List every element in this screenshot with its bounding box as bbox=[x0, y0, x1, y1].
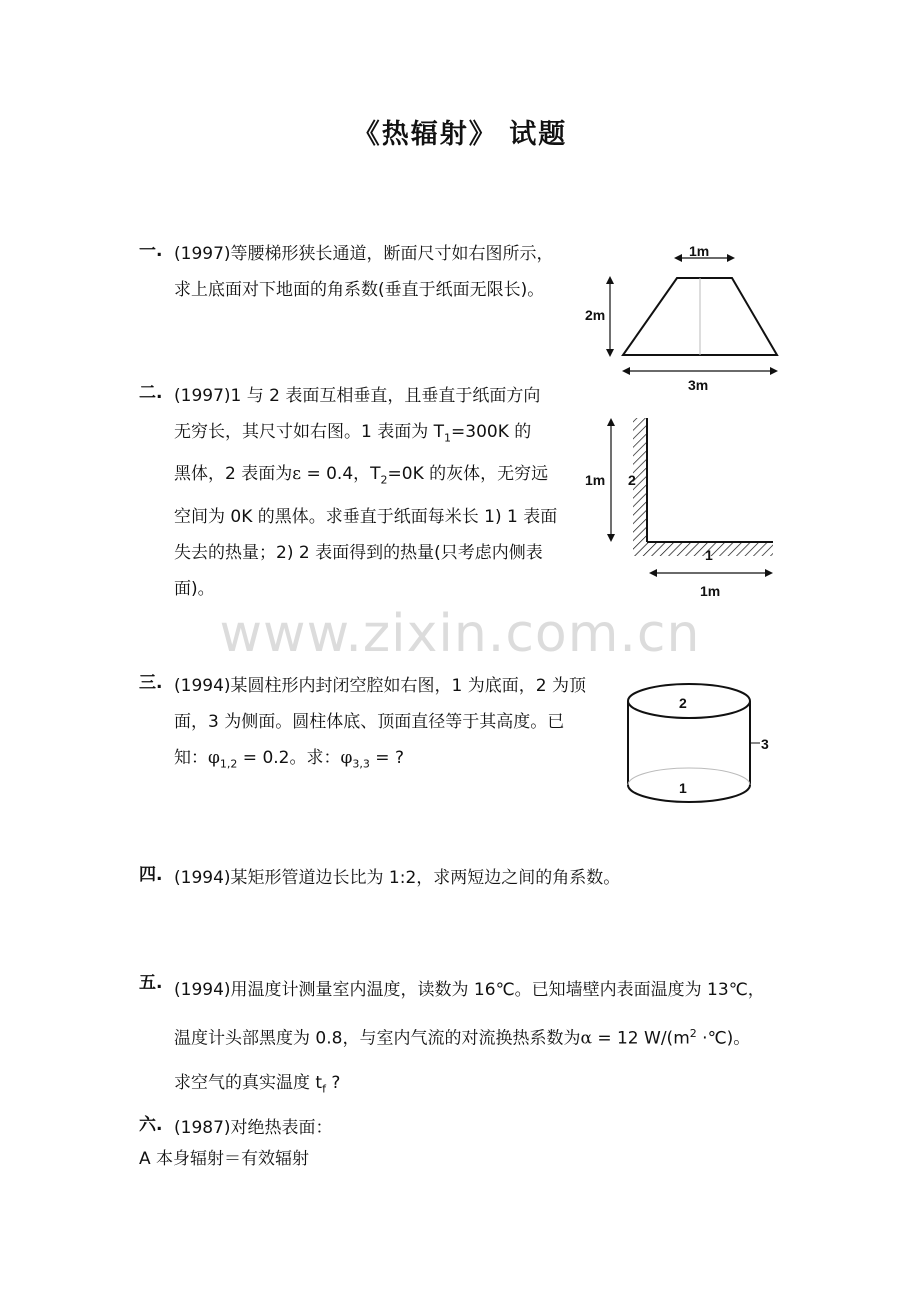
trapezoid-figure bbox=[585, 240, 790, 400]
top-surface-label: 2 bbox=[679, 695, 687, 711]
question-line: 温度计头部黑度为 0.8，与室内气流的对流换热系数为α = 12 $W/(m^2$ ·℃)。 bbox=[174, 1027, 751, 1049]
watermark: www.zixin.com.cn bbox=[219, 604, 701, 664]
width-label: 1m bbox=[700, 583, 721, 599]
question-line: (1994)某圆柱形内封闭空腔如右图，1 为底面，2 为顶 bbox=[174, 676, 586, 696]
question-number: 六. bbox=[139, 1115, 163, 1135]
question-text bbox=[174, 860, 620, 896]
height-label: 1m bbox=[585, 472, 606, 488]
bottom-surface-label: 1 bbox=[679, 780, 687, 796]
question-line: (1994)某矩形管道边长比为 1:2，求两短边之间的角系数。 bbox=[174, 868, 621, 888]
question-line: 空间为 0K 的黑体。求垂直于纸面每米长 1) 1 表面 bbox=[174, 506, 558, 527]
question-line: (1994)用温度计测量室内温度，读数为 16℃。已知墙壁内表面温度为 13℃， bbox=[174, 980, 765, 1000]
perpendicular-surfaces-figure bbox=[585, 410, 785, 610]
question-line: (1997)1 与 2 表面互相垂直，且垂直于纸面方向 bbox=[174, 386, 541, 406]
question-number: 一. bbox=[139, 241, 163, 261]
question-line: (1987)对绝热表面： bbox=[174, 1118, 333, 1138]
question-line: 面)。 bbox=[174, 578, 215, 599]
phi-symbol: φ bbox=[208, 748, 220, 768]
question-line: 求上底面对下地面的角系数(垂直于纸面无限长)。 bbox=[174, 280, 545, 300]
question-line: 黑体，2 表面为ε = 0.4，$T_2=0K$ 的灰体，无穷远 bbox=[174, 464, 549, 487]
question-text bbox=[174, 968, 765, 1111]
question-number: 三. bbox=[139, 673, 163, 693]
surface-1-label: 1 bbox=[705, 547, 713, 563]
top-width-label: 1m bbox=[689, 243, 710, 259]
question-number: 五. bbox=[139, 973, 163, 993]
question-number: 二. bbox=[139, 383, 163, 403]
alpha-symbol: α bbox=[580, 1028, 592, 1049]
option-a: A 本身辐射＝有效辐射 bbox=[139, 1149, 310, 1169]
cylinder-top bbox=[628, 684, 750, 718]
question-number: 四. bbox=[139, 865, 163, 885]
question-text bbox=[174, 668, 586, 782]
height-label: 2m bbox=[585, 307, 606, 323]
bottom-width-label: 3m bbox=[688, 377, 709, 393]
question-line: (1997)等腰梯形狭长通道，断面尺寸如右图所示， bbox=[174, 244, 554, 264]
question-text bbox=[174, 236, 554, 308]
phi-symbol: φ bbox=[340, 748, 353, 768]
question-line: 无穷长，其尺寸如右图。1 表面为 $T_1=300K$ 的 bbox=[174, 422, 532, 445]
cylinder-figure bbox=[620, 675, 790, 810]
question-line: 知：$\varphi_{1,2} = 0.2$。求：$\varphi_{3,3}$ = ? bbox=[174, 748, 404, 771]
question-text bbox=[174, 378, 557, 607]
question-line: 面，3 为侧面。圆柱体底、顶面直径等于其高度。已 bbox=[174, 712, 565, 732]
question-line: 失去的热量；2) 2 表面得到的热量(只考虑内侧表 bbox=[174, 542, 543, 563]
surface-2-label: 2 bbox=[628, 472, 636, 488]
floor-hatch bbox=[633, 542, 773, 556]
epsilon-symbol: ε bbox=[292, 464, 302, 485]
side-surface-label: 3 bbox=[761, 736, 769, 752]
question-text bbox=[174, 1110, 333, 1146]
question-line: 求空气的真实温度 $t_f$ ? bbox=[174, 1072, 341, 1096]
page-title: 《热辐射》 试题 bbox=[352, 119, 568, 150]
